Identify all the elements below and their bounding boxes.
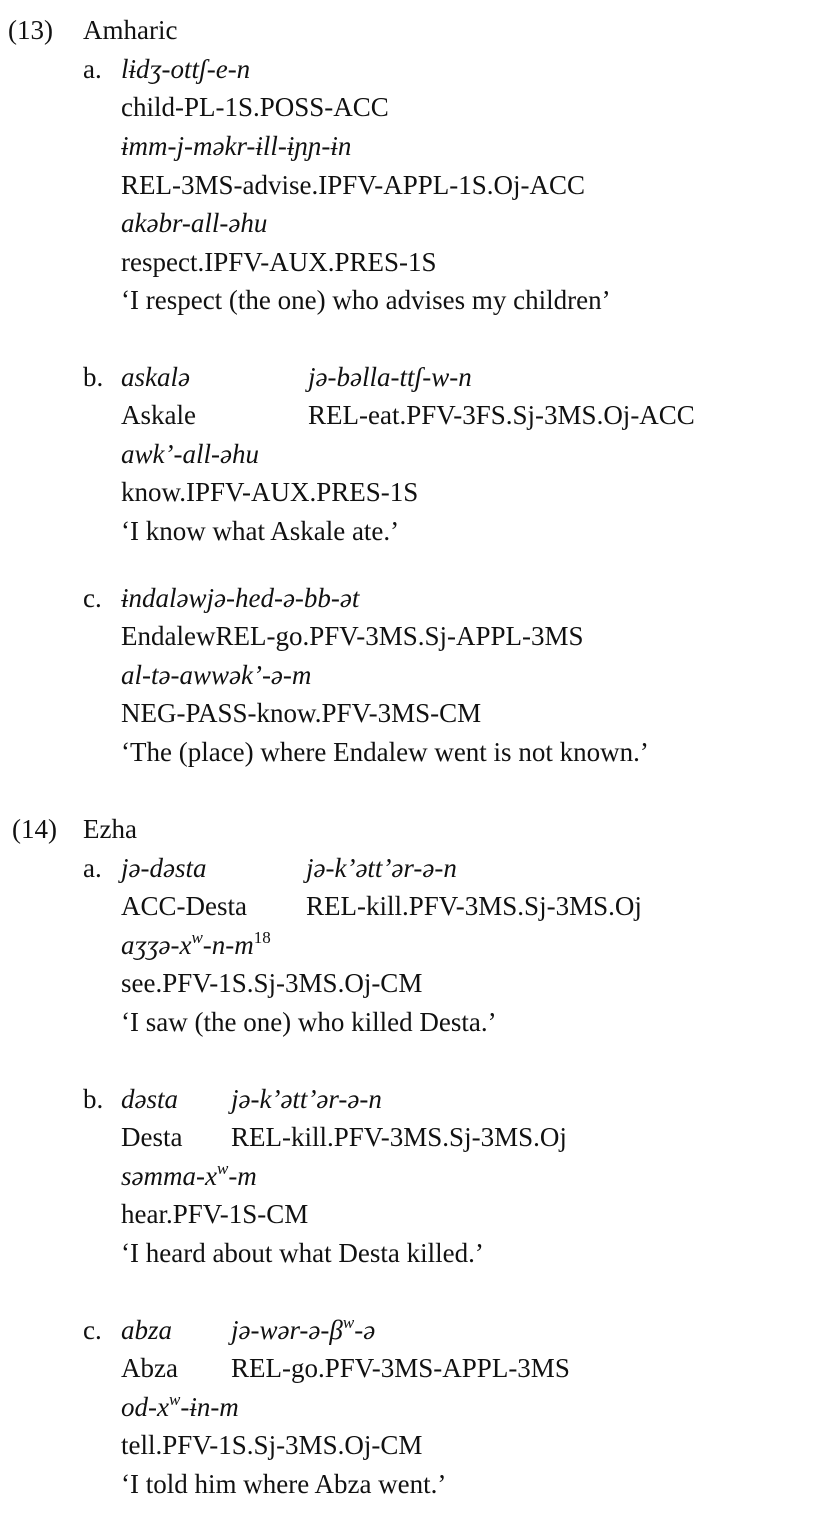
gloss-line-morphemes: Askale xyxy=(121,400,196,430)
example-number: (13) xyxy=(8,15,53,45)
gloss-line-morphemes: REL-go.PFV-3MS-APPL-3MS xyxy=(231,1353,570,1383)
gloss-line-morphemes: hear.PFV-1S-CM xyxy=(121,1199,309,1229)
word-part: -n-m xyxy=(202,930,254,960)
superscript: w xyxy=(168,1390,181,1409)
gloss-line-morphemes: Abza xyxy=(121,1353,178,1383)
gloss-line-morphemes: Desta xyxy=(121,1122,183,1152)
word-part: od-x xyxy=(121,1392,169,1422)
gloss-line-morphemes: child-PL-1S.POSS-ACC xyxy=(121,92,389,122)
item-letter: a. xyxy=(83,54,102,84)
superscript: w xyxy=(216,1159,229,1178)
word-part: jə-wər-ə-β xyxy=(231,1315,343,1345)
gloss-line-vernacular: ɨmm-j-məkr-ɨll-ɨɲɲ-ɨn xyxy=(121,131,352,161)
superscript: w xyxy=(191,928,203,947)
gloss-line-morphemes: EndalewREL-go.PFV-3MS.Sj-APPL-3MS xyxy=(121,621,584,651)
language-heading: Ezha xyxy=(83,814,137,844)
gloss-line-vernacular: jə-k’ətt’ər-ə-n xyxy=(231,1084,382,1114)
gloss-line-morphemes: respect.IPFV-AUX.PRES-1S xyxy=(121,247,437,277)
gloss-line-morphemes: NEG-PASS-know.PFV-3MS-CM xyxy=(121,698,482,728)
gloss-line-morphemes: know.IPFV-AUX.PRES-1S xyxy=(121,477,419,507)
item-letter: c. xyxy=(83,583,102,613)
translation-line: ‘I heard about what Desta killed.’ xyxy=(121,1238,484,1268)
translation-line: ‘I know what Askale ate.’ xyxy=(121,516,400,546)
gloss-line-morphemes: REL-kill.PFV-3MS.Sj-3MS.Oj xyxy=(231,1122,567,1152)
word-part: aʒʒə-x xyxy=(121,930,192,960)
gloss-line-morphemes: REL-kill.PFV-3MS.Sj-3MS.Oj xyxy=(306,891,642,921)
item-letter: c. xyxy=(83,1315,102,1345)
gloss-line-vernacular: awk’-all-əhu xyxy=(121,439,259,469)
gloss-line-morphemes: REL-eat.PFV-3FS.Sj-3MS.Oj-ACC xyxy=(308,400,695,430)
translation-line: ‘I respect (the one) who advises my children’ xyxy=(121,285,611,315)
gloss-line-vernacular: abza xyxy=(121,1315,173,1345)
gloss-line-vernacular: jə-k’ətt’ər-ə-n xyxy=(306,853,457,883)
gloss-line-vernacular: ɨndaləwjə-hed-ə-bb-ət xyxy=(121,583,360,613)
gloss-line-vernacular xyxy=(121,1159,257,1191)
superscript: w xyxy=(342,1313,355,1332)
gloss-line-vernacular xyxy=(121,1390,239,1422)
gloss-line-vernacular: askalə xyxy=(121,362,190,392)
translation-line: ‘The (place) where Endalew went is not known.’ xyxy=(121,737,649,767)
word-part: -ə xyxy=(354,1315,376,1345)
gloss-line-vernacular xyxy=(231,1313,376,1345)
gloss-line-vernacular: akəbr-all-əhu xyxy=(121,208,268,238)
gloss-line-morphemes: see.PFV-1S.Sj-3MS.Oj-CM xyxy=(121,968,423,998)
gloss-line-vernacular xyxy=(121,928,271,960)
example-number: (14) xyxy=(12,814,57,844)
gloss-line-vernacular: al-tə-awwək’-ə-m xyxy=(121,660,312,690)
item-letter: b. xyxy=(83,1084,104,1114)
translation-line: ‘I told him where Abza went.’ xyxy=(121,1469,447,1499)
word-part: -m xyxy=(228,1161,257,1191)
language-heading: Amharic xyxy=(83,15,178,45)
gloss-line-vernacular: jə-dəsta xyxy=(121,853,207,883)
footnote-marker: 18 xyxy=(253,928,271,947)
translation-line: ‘I saw (the one) who killed Desta.’ xyxy=(121,1007,497,1037)
gloss-line-morphemes: ACC-Desta xyxy=(121,891,247,921)
item-letter: a. xyxy=(83,853,102,883)
gloss-line-vernacular: dəsta xyxy=(121,1084,178,1114)
word-part: -ɨn-m xyxy=(180,1392,239,1422)
gloss-line-morphemes: tell.PFV-1S.Sj-3MS.Oj-CM xyxy=(121,1430,423,1460)
gloss-line-vernacular: lɨdʒ-ottʃ-e-n xyxy=(121,54,251,84)
gloss-line-vernacular: jə-bəlla-ttʃ-w-n xyxy=(308,362,472,392)
gloss-line-morphemes: REL-3MS-advise.IPFV-APPL-1S.Oj-ACC xyxy=(121,170,586,200)
word-part: səmma-x xyxy=(121,1161,217,1191)
item-letter: b. xyxy=(83,362,104,392)
